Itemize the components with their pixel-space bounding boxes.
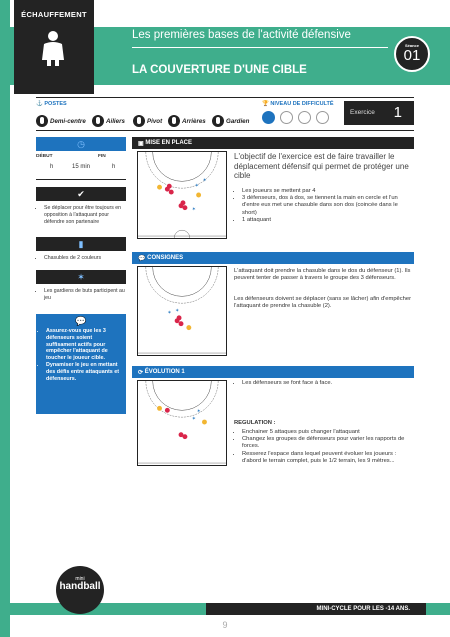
position-demi-centre: Demi-centre [36,114,86,128]
player-icon [92,115,104,127]
regulation-item: • Changez les groupes de défenseurs pour varier les rapports de forces. [242,436,414,450]
player-icon [36,115,48,127]
setup-item: • 3 défenseurs, dos à dos, se tiennent la main en cercle et l'un d'entre eux met une chasuble dans son dos (coincée dans le short) [242,195,414,217]
court-diagram [137,266,227,356]
session-label: Séance [404,43,419,48]
svg-text:✶: ✶ [191,417,196,423]
court-diagram [137,151,227,239]
player-icon [212,115,224,127]
positions-heading: ⚓ POSTES [36,101,67,107]
start-label: DÉBUT [36,154,53,159]
position-ailiers: Ailiers [92,114,125,128]
difficulty-ball-icon [316,111,329,124]
court-diagram [137,380,227,466]
bib-icon: ▮ [78,238,84,249]
difficulty-ball-icon [280,111,293,124]
objective-block [36,187,126,225]
player-icon [168,115,180,127]
goalkeeper-text: • Les gardiens de buts participent au jeu [44,288,126,302]
material-header [36,237,126,251]
svg-text:✶: ✶ [202,178,207,184]
objective-text: • Se déplacer pour être toujours en opposition à l'attaquant pour défendre son partenaire [44,205,126,225]
exercise-badge [344,101,414,125]
logo-text: handball [59,581,101,592]
regulation-item: • Resserez l'espace dans lequel peuvent évoluer les joueurs : d'abord le terrain complet, puis le 1/2 terrain, les 9 mètres... [242,451,414,465]
difficulty-ball-icon [298,111,311,124]
svg-text:✶: ✶ [175,308,180,314]
regulation-title: REGULATION : [234,420,276,426]
position-arrieres: Arrières [168,114,206,128]
start-hour: h [50,164,54,170]
session-number: 01 [403,47,421,64]
title-divider [132,47,388,48]
side-stripe [0,0,10,637]
setup-lead: L'objectif de l'exercice est de faire travailler le déplacement défensif qui permet de protéger une cible [234,152,409,180]
speech-icon: 💬 [75,315,87,326]
position-pivot: Pivot [133,114,162,128]
position-gardien: Gardien [212,114,249,128]
goalkeeper-header [36,270,126,284]
duration: 15 min [72,164,91,170]
regulation-item: • Enchainer 5 attaques puis changer l'attaquant [242,429,414,436]
handball-logo [56,566,104,614]
clock-header [36,137,126,151]
page-number: 9 [222,620,228,630]
evolution-item: • Les défenseurs se font face à face. [242,380,414,387]
tip-item: • Dynamiser le jeu en mettant des défis entre attaquants et défenseurs. [46,362,122,382]
end-label: FIN [98,154,106,159]
objective-header [36,187,126,201]
setup-header: ▣ MISE EN PLACE [132,137,414,149]
setup-item: • 1 attaquant [242,217,414,224]
svg-text:✶: ✶ [167,310,172,316]
page-title: LA COUVERTURE D'UNE CIBLE [132,64,307,76]
section-tab-label: ÉCHAUFFEMENT [21,10,87,19]
divider [36,179,126,180]
goalkeeper-block [36,270,126,302]
goalkeeper-icon: ✶ [77,271,85,282]
session-badge [394,36,430,72]
footer-caption: MINI-CYCLE POUR LES -14 ANS. [206,603,426,615]
end-hour: h [112,164,116,170]
material-block [36,237,126,262]
check-icon: ✔ [77,188,85,199]
instructions-header: 💬 CONSIGNES [132,252,414,264]
section-tab [14,0,94,94]
difficulty-heading: 🏆 NIVEAU DE DIFFICULTÉ [262,101,334,107]
tips-box [36,314,126,414]
player-icon [38,30,68,66]
exercise-number: 1 [393,104,402,121]
player-icon [133,115,145,127]
instructions-p1: L'attaquant doit prendre la chasuble dans le dos du défenseur (1). Ils peuvent tenter de passer à travers le groupe des 3 défenseurs. [234,268,411,282]
svg-text:✶: ✶ [194,184,199,190]
exercise-label: Exercice [350,109,375,116]
evolution-header: ⟳ ÉVOLUTION 1 [132,366,414,378]
instructions-p2: Les défenseurs doivent se déplacer (sans se lâcher) afin d'empêcher l'attaquant de prendre la chasuble (2). [234,296,412,310]
difficulty-ball-icon [262,111,275,124]
clock-icon: ◷ [77,138,85,149]
time-block [36,137,126,180]
material-text: • Chasubles de 2 couleurs [44,255,126,262]
svg-text:✶: ✶ [191,207,196,213]
setup-item: • Les joueurs se mettent par 4 [242,188,414,195]
page-subtitle: Les premières bases de l'activité défensive [132,29,351,41]
svg-text:✶: ✶ [196,409,201,415]
logo-mini: mini [75,576,85,582]
tip-item: • Assurez-vous que les 3 défenseurs soient suffisament actifs pour empêcher l'attaquant de toucher le joueur cible. [46,328,122,362]
